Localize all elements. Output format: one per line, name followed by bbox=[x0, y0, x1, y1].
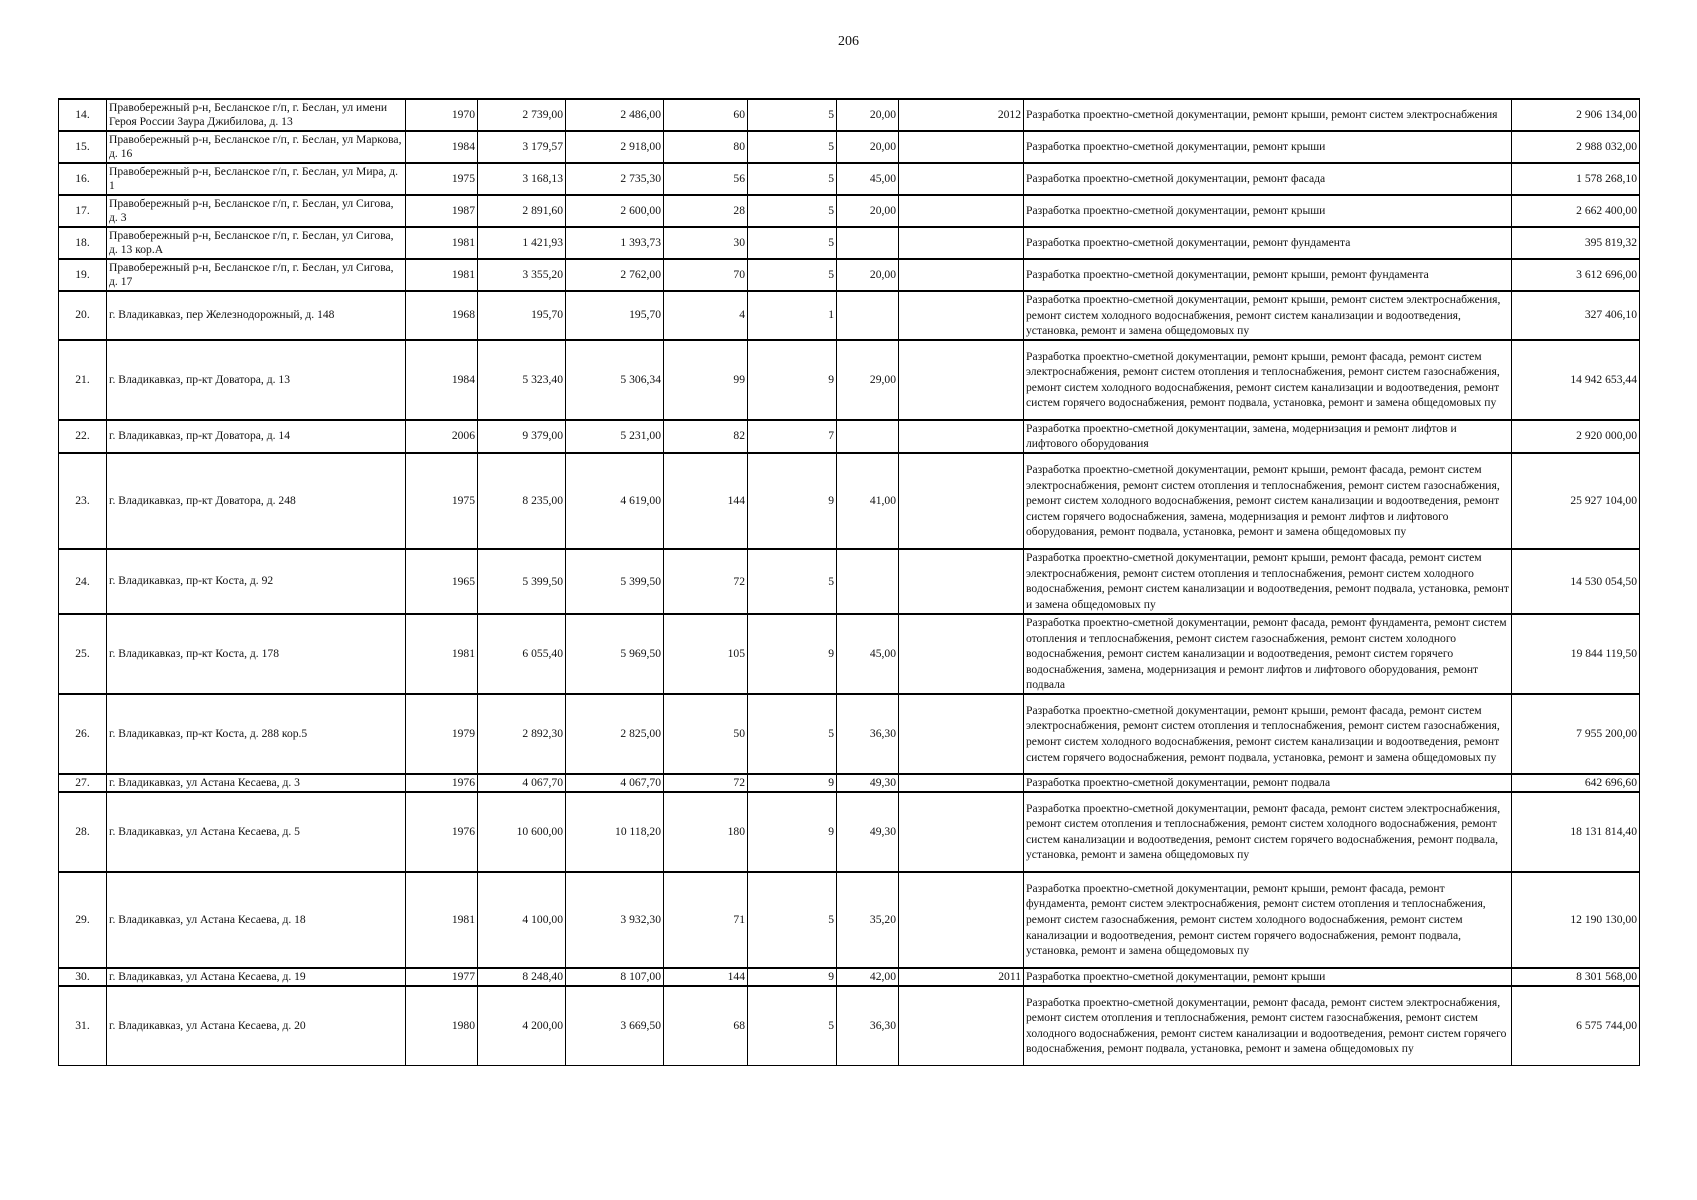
living-area-cell: 2 825,00 bbox=[566, 694, 664, 774]
living-area-cell: 2 918,00 bbox=[566, 131, 664, 163]
last-repair-year-cell bbox=[899, 259, 1024, 291]
address-cell: г. Владикавказ, пер Железнодорожный, д. 148 bbox=[107, 291, 406, 340]
living-area-cell: 5 969,50 bbox=[566, 614, 664, 694]
wear-cell: 45,00 bbox=[837, 614, 899, 694]
table-row bbox=[59, 131, 1640, 163]
total-area-cell: 6 055,40 bbox=[478, 614, 566, 694]
works-cell: Разработка проектно-сметной документации, ремонт фасада, ремонт систем электроснабжения, ремонт систем отопления и теплоснабжения, ремонт систем газоснабжения, ремонт систем холодного водоснабжения, ремонт систем канализации и водоотведения, ремонт систем горячего водоснабжения, ремонт подвала, установка, ремонт и замена общедомовых пу bbox=[1024, 986, 1512, 1066]
works-cell: Разработка проектно-сметной документации, замена, модернизация и ремонт лифтов и лифтового оборудования bbox=[1024, 420, 1512, 453]
residents-cell: 180 bbox=[664, 792, 748, 872]
cost-cell: 6 575 744,00 bbox=[1512, 986, 1640, 1066]
wear-cell bbox=[837, 291, 899, 340]
last-repair-year-cell bbox=[899, 453, 1024, 549]
total-area-cell: 3 179,57 bbox=[478, 131, 566, 163]
address-cell: г. Владикавказ, ул Астана Кесаева, д. 3 bbox=[107, 774, 406, 792]
register-body bbox=[59, 99, 1640, 1066]
wear-cell: 49,30 bbox=[837, 792, 899, 872]
address-cell: г. Владикавказ, пр-кт Коста, д. 288 кор.5 bbox=[107, 694, 406, 774]
repair-register-table bbox=[58, 98, 1640, 1066]
residents-cell: 80 bbox=[664, 131, 748, 163]
table-row bbox=[59, 227, 1640, 259]
living-area-cell: 3 932,30 bbox=[566, 872, 664, 968]
total-area-cell: 3 355,20 bbox=[478, 259, 566, 291]
table-row bbox=[59, 163, 1640, 195]
floors-cell: 9 bbox=[748, 774, 837, 792]
table-row bbox=[59, 195, 1640, 227]
last-repair-year-cell bbox=[899, 340, 1024, 420]
total-area-cell: 2 892,30 bbox=[478, 694, 566, 774]
cost-cell: 2 906 134,00 bbox=[1512, 99, 1640, 131]
cost-cell: 12 190 130,00 bbox=[1512, 872, 1640, 968]
living-area-cell: 2 486,00 bbox=[566, 99, 664, 131]
table-row bbox=[59, 340, 1640, 420]
year-cell: 1980 bbox=[406, 986, 478, 1066]
wear-cell: 20,00 bbox=[837, 131, 899, 163]
residents-cell: 105 bbox=[664, 614, 748, 694]
floors-cell: 5 bbox=[748, 131, 837, 163]
cost-cell: 2 988 032,00 bbox=[1512, 131, 1640, 163]
year-cell: 1979 bbox=[406, 694, 478, 774]
address-cell: г. Владикавказ, пр-кт Коста, д. 92 bbox=[107, 549, 406, 614]
residents-cell: 72 bbox=[664, 774, 748, 792]
table-row bbox=[59, 259, 1640, 291]
wear-cell: 36,30 bbox=[837, 694, 899, 774]
residents-cell: 99 bbox=[664, 340, 748, 420]
total-area-cell: 1 421,93 bbox=[478, 227, 566, 259]
floors-cell: 5 bbox=[748, 872, 837, 968]
table-row bbox=[59, 453, 1640, 549]
total-area-cell: 4 200,00 bbox=[478, 986, 566, 1066]
living-area-cell: 5 399,50 bbox=[566, 549, 664, 614]
works-cell: Разработка проектно-сметной документации, ремонт подвала bbox=[1024, 774, 1512, 792]
cost-cell: 1 578 268,10 bbox=[1512, 163, 1640, 195]
works-cell: Разработка проектно-сметной документации, ремонт крыши bbox=[1024, 968, 1512, 986]
last-repair-year-cell: 2011 bbox=[899, 968, 1024, 986]
row-number: 18. bbox=[59, 227, 107, 259]
row-number: 25. bbox=[59, 614, 107, 694]
floors-cell: 5 bbox=[748, 549, 837, 614]
works-cell: Разработка проектно-сметной документации, ремонт крыши, ремонт фасада, ремонт систем электроснабжения, ремонт систем отопления и теплоснабжения, ремонт систем газоснабжения, ремонт систем холодного водоснабжения, ремонт систем канализации и водоотведения, ремонт систем горячего водоснабжения, ремонт подвала, установка, ремонт и замена общедомовых пу bbox=[1024, 694, 1512, 774]
total-area-cell: 4 100,00 bbox=[478, 872, 566, 968]
address-cell: г. Владикавказ, пр-кт Доватора, д. 13 bbox=[107, 340, 406, 420]
address-cell: г. Владикавказ, ул Астана Кесаева, д. 18 bbox=[107, 872, 406, 968]
cost-cell: 8 301 568,00 bbox=[1512, 968, 1640, 986]
last-repair-year-cell bbox=[899, 227, 1024, 259]
year-cell: 1976 bbox=[406, 774, 478, 792]
works-cell: Разработка проектно-сметной документации, ремонт крыши, ремонт фасада, ремонт систем электроснабжения, ремонт систем отопления и теплоснабжения, ремонт систем холодного водоснабжения, ремонт систем канализации и водоотведения, ремонт подвала, установка, ремонт и замена общедомовых пу bbox=[1024, 549, 1512, 614]
residents-cell: 30 bbox=[664, 227, 748, 259]
residents-cell: 144 bbox=[664, 453, 748, 549]
residents-cell: 71 bbox=[664, 872, 748, 968]
works-cell: Разработка проектно-сметной документации, ремонт крыши bbox=[1024, 195, 1512, 227]
living-area-cell: 2 735,30 bbox=[566, 163, 664, 195]
year-cell: 2006 bbox=[406, 420, 478, 453]
row-number: 26. bbox=[59, 694, 107, 774]
wear-cell bbox=[837, 227, 899, 259]
wear-cell: 41,00 bbox=[837, 453, 899, 549]
address-cell: Правобережный р-н, Бесланское г/п, г. Беслан, ул Маркова, д. 16 bbox=[107, 131, 406, 163]
cost-cell: 2 662 400,00 bbox=[1512, 195, 1640, 227]
cost-cell: 14 942 653,44 bbox=[1512, 340, 1640, 420]
works-cell: Разработка проектно-сметной документации, ремонт крыши, ремонт фасада, ремонт систем электроснабжения, ремонт систем отопления и теплоснабжения, ремонт систем газоснабжения, ремонт систем холодного водоснабжения, ремонт систем канализации и водоотведения, ремонт систем горячего водоснабжения, ремонт подвала, установка, ремонт и замена общедомовых пу bbox=[1024, 340, 1512, 420]
last-repair-year-cell bbox=[899, 195, 1024, 227]
residents-cell: 4 bbox=[664, 291, 748, 340]
cost-cell: 18 131 814,40 bbox=[1512, 792, 1640, 872]
wear-cell: 20,00 bbox=[837, 259, 899, 291]
last-repair-year-cell bbox=[899, 694, 1024, 774]
living-area-cell: 3 669,50 bbox=[566, 986, 664, 1066]
address-cell: г. Владикавказ, пр-кт Коста, д. 178 bbox=[107, 614, 406, 694]
address-cell: г. Владикавказ, ул Астана Кесаева, д. 5 bbox=[107, 792, 406, 872]
last-repair-year-cell bbox=[899, 131, 1024, 163]
address-cell: Правобережный р-н, Бесланское г/п, г. Беслан, ул Сигова, д. 17 bbox=[107, 259, 406, 291]
row-number: 16. bbox=[59, 163, 107, 195]
total-area-cell: 9 379,00 bbox=[478, 420, 566, 453]
total-area-cell: 4 067,70 bbox=[478, 774, 566, 792]
residents-cell: 28 bbox=[664, 195, 748, 227]
last-repair-year-cell bbox=[899, 291, 1024, 340]
residents-cell: 70 bbox=[664, 259, 748, 291]
floors-cell: 9 bbox=[748, 968, 837, 986]
wear-cell bbox=[837, 420, 899, 453]
year-cell: 1975 bbox=[406, 453, 478, 549]
total-area-cell: 10 600,00 bbox=[478, 792, 566, 872]
works-cell: Разработка проектно-сметной документации, ремонт фасада, ремонт фундамента, ремонт систем отопления и теплоснабжения, ремонт систем газоснабжения, ремонт систем холодного водоснабжения, ремонт систем канализации и водоотведения, ремонт систем горячего водоснабжения, замена, модернизация и ремонт лифтов и лифтового оборудования, ремонт подвала bbox=[1024, 614, 1512, 694]
row-number: 29. bbox=[59, 872, 107, 968]
year-cell: 1981 bbox=[406, 614, 478, 694]
address-cell: Правобережный р-н, Бесланское г/п, г. Беслан, ул Сигова, д. 13 кор.А bbox=[107, 227, 406, 259]
cost-cell: 7 955 200,00 bbox=[1512, 694, 1640, 774]
last-repair-year-cell bbox=[899, 420, 1024, 453]
table-row bbox=[59, 614, 1640, 694]
table-row bbox=[59, 420, 1640, 453]
living-area-cell: 5 231,00 bbox=[566, 420, 664, 453]
row-number: 22. bbox=[59, 420, 107, 453]
total-area-cell: 8 248,40 bbox=[478, 968, 566, 986]
row-number: 24. bbox=[59, 549, 107, 614]
works-cell: Разработка проектно-сметной документации, ремонт крыши bbox=[1024, 131, 1512, 163]
works-cell: Разработка проектно-сметной документации, ремонт крыши, ремонт фундамента bbox=[1024, 259, 1512, 291]
cost-cell: 395 819,32 bbox=[1512, 227, 1640, 259]
total-area-cell: 195,70 bbox=[478, 291, 566, 340]
residents-cell: 50 bbox=[664, 694, 748, 774]
table-row bbox=[59, 986, 1640, 1066]
wear-cell: 20,00 bbox=[837, 99, 899, 131]
works-cell: Разработка проектно-сметной документации, ремонт крыши, ремонт фасада, ремонт фундамента, ремонт систем электроснабжения, ремонт систем отопления и теплоснабжения, ремонт систем газоснабжения, ремонт систем холодного водоснабжения, ремонт систем канализации и водоотведения, ремонт систем горячего водоснабжения, ремонт подвала, установка, ремонт и замена общедомовых пу bbox=[1024, 872, 1512, 968]
living-area-cell: 1 393,73 bbox=[566, 227, 664, 259]
table-row bbox=[59, 872, 1640, 968]
address-cell: г. Владикавказ, ул Астана Кесаева, д. 19 bbox=[107, 968, 406, 986]
row-number: 27. bbox=[59, 774, 107, 792]
living-area-cell: 2 762,00 bbox=[566, 259, 664, 291]
row-number: 23. bbox=[59, 453, 107, 549]
wear-cell: 29,00 bbox=[837, 340, 899, 420]
residents-cell: 56 bbox=[664, 163, 748, 195]
address-cell: г. Владикавказ, пр-кт Доватора, д. 248 bbox=[107, 453, 406, 549]
table-row bbox=[59, 99, 1640, 131]
living-area-cell: 2 600,00 bbox=[566, 195, 664, 227]
year-cell: 1981 bbox=[406, 227, 478, 259]
total-area-cell: 3 168,13 bbox=[478, 163, 566, 195]
residents-cell: 68 bbox=[664, 986, 748, 1066]
last-repair-year-cell bbox=[899, 986, 1024, 1066]
table-row bbox=[59, 549, 1640, 614]
cost-cell: 19 844 119,50 bbox=[1512, 614, 1640, 694]
wear-cell: 45,00 bbox=[837, 163, 899, 195]
residents-cell: 60 bbox=[664, 99, 748, 131]
works-cell: Разработка проектно-сметной документации, ремонт фасада, ремонт систем электроснабжения, ремонт систем отопления и теплоснабжения, ремонт систем холодного водоснабжения, ремонт систем канализации и водоотведения, ремонт систем горячего водоснабжения, ремонт подвала, установка, ремонт и замена общедомовых пу bbox=[1024, 792, 1512, 872]
year-cell: 1968 bbox=[406, 291, 478, 340]
floors-cell: 9 bbox=[748, 340, 837, 420]
last-repair-year-cell: 2012 bbox=[899, 99, 1024, 131]
year-cell: 1984 bbox=[406, 131, 478, 163]
living-area-cell: 8 107,00 bbox=[566, 968, 664, 986]
cost-cell: 327 406,10 bbox=[1512, 291, 1640, 340]
living-area-cell: 4 067,70 bbox=[566, 774, 664, 792]
cost-cell: 25 927 104,00 bbox=[1512, 453, 1640, 549]
table-row bbox=[59, 694, 1640, 774]
residents-cell: 72 bbox=[664, 549, 748, 614]
year-cell: 1987 bbox=[406, 195, 478, 227]
wear-cell: 20,00 bbox=[837, 195, 899, 227]
last-repair-year-cell bbox=[899, 549, 1024, 614]
works-cell: Разработка проектно-сметной документации, ремонт крыши, ремонт систем электроснабжения bbox=[1024, 99, 1512, 131]
row-number: 15. bbox=[59, 131, 107, 163]
wear-cell bbox=[837, 549, 899, 614]
row-number: 19. bbox=[59, 259, 107, 291]
table-row bbox=[59, 968, 1640, 986]
year-cell: 1976 bbox=[406, 792, 478, 872]
floors-cell: 5 bbox=[748, 227, 837, 259]
address-cell: г. Владикавказ, пр-кт Доватора, д. 14 bbox=[107, 420, 406, 453]
page-number: 206 bbox=[838, 34, 859, 49]
wear-cell: 36,30 bbox=[837, 986, 899, 1066]
wear-cell: 35,20 bbox=[837, 872, 899, 968]
table-row bbox=[59, 792, 1640, 872]
last-repair-year-cell bbox=[899, 872, 1024, 968]
cost-cell: 2 920 000,00 bbox=[1512, 420, 1640, 453]
floors-cell: 9 bbox=[748, 614, 837, 694]
wear-cell: 42,00 bbox=[837, 968, 899, 986]
row-number: 17. bbox=[59, 195, 107, 227]
floors-cell: 5 bbox=[748, 694, 837, 774]
year-cell: 1984 bbox=[406, 340, 478, 420]
row-number: 20. bbox=[59, 291, 107, 340]
floors-cell: 9 bbox=[748, 453, 837, 549]
total-area-cell: 2 739,00 bbox=[478, 99, 566, 131]
address-cell: Правобережный р-н, Бесланское г/п, г. Беслан, ул имени Героя России Заура Джибилова, д. 13 bbox=[107, 99, 406, 131]
last-repair-year-cell bbox=[899, 792, 1024, 872]
year-cell: 1981 bbox=[406, 259, 478, 291]
last-repair-year-cell bbox=[899, 163, 1024, 195]
address-cell: Правобережный р-н, Бесланское г/п, г. Беслан, ул Сигова, д. 3 bbox=[107, 195, 406, 227]
floors-cell: 1 bbox=[748, 291, 837, 340]
living-area-cell: 5 306,34 bbox=[566, 340, 664, 420]
table-row bbox=[59, 774, 1640, 792]
floors-cell: 7 bbox=[748, 420, 837, 453]
year-cell: 1977 bbox=[406, 968, 478, 986]
year-cell: 1981 bbox=[406, 872, 478, 968]
year-cell: 1975 bbox=[406, 163, 478, 195]
works-cell: Разработка проектно-сметной документации, ремонт крыши, ремонт систем электроснабжения, ремонт систем холодного водоснабжения, ремонт систем канализации и водоотведения, установка, ремонт и замена общедомовых пу bbox=[1024, 291, 1512, 340]
last-repair-year-cell bbox=[899, 774, 1024, 792]
floors-cell: 9 bbox=[748, 792, 837, 872]
cost-cell: 642 696,60 bbox=[1512, 774, 1640, 792]
works-cell: Разработка проектно-сметной документации, ремонт крыши, ремонт фасада, ремонт систем электроснабжения, ремонт систем отопления и теплоснабжения, ремонт систем газоснабжения, ремонт систем холодного водоснабжения, ремонт систем канализации и водоотведения, ремонт систем горячего водоснабжения, замена, модернизация и ремонт лифтов и лифтового оборудования, ремонт подвала, установка, ремонт и замена общедомовых пу bbox=[1024, 453, 1512, 549]
year-cell: 1970 bbox=[406, 99, 478, 131]
cost-cell: 14 530 054,50 bbox=[1512, 549, 1640, 614]
total-area-cell: 8 235,00 bbox=[478, 453, 566, 549]
works-cell: Разработка проектно-сметной документации, ремонт фасада bbox=[1024, 163, 1512, 195]
floors-cell: 5 bbox=[748, 195, 837, 227]
row-number: 21. bbox=[59, 340, 107, 420]
living-area-cell: 195,70 bbox=[566, 291, 664, 340]
last-repair-year-cell bbox=[899, 614, 1024, 694]
floors-cell: 5 bbox=[748, 259, 837, 291]
wear-cell: 49,30 bbox=[837, 774, 899, 792]
total-area-cell: 5 323,40 bbox=[478, 340, 566, 420]
year-cell: 1965 bbox=[406, 549, 478, 614]
living-area-cell: 10 118,20 bbox=[566, 792, 664, 872]
address-cell: г. Владикавказ, ул Астана Кесаева, д. 20 bbox=[107, 986, 406, 1066]
residents-cell: 82 bbox=[664, 420, 748, 453]
row-number: 28. bbox=[59, 792, 107, 872]
table-row bbox=[59, 291, 1640, 340]
living-area-cell: 4 619,00 bbox=[566, 453, 664, 549]
floors-cell: 5 bbox=[748, 163, 837, 195]
cost-cell: 3 612 696,00 bbox=[1512, 259, 1640, 291]
works-cell: Разработка проектно-сметной документации, ремонт фундамента bbox=[1024, 227, 1512, 259]
residents-cell: 144 bbox=[664, 968, 748, 986]
row-number: 30. bbox=[59, 968, 107, 986]
row-number: 14. bbox=[59, 99, 107, 131]
row-number: 31. bbox=[59, 986, 107, 1066]
total-area-cell: 5 399,50 bbox=[478, 549, 566, 614]
floors-cell: 5 bbox=[748, 99, 837, 131]
address-cell: Правобережный р-н, Бесланское г/п, г. Беслан, ул Мира, д. 1 bbox=[107, 163, 406, 195]
total-area-cell: 2 891,60 bbox=[478, 195, 566, 227]
floors-cell: 5 bbox=[748, 986, 837, 1066]
